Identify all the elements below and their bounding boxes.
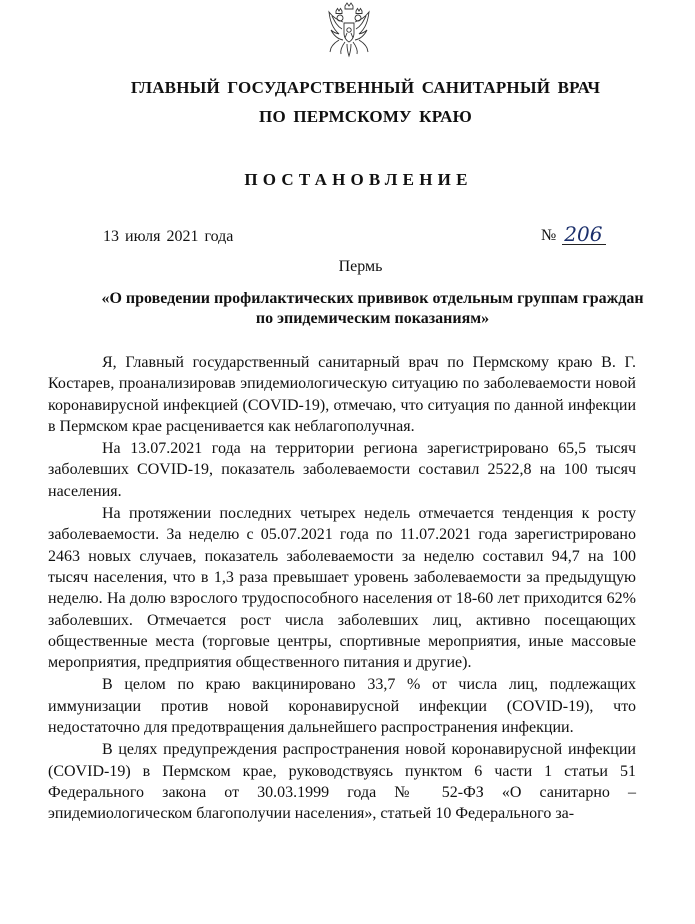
document-type: ПОСТАНОВЛЕНИЕ <box>244 170 473 189</box>
document-number <box>541 224 606 245</box>
russian-coat-of-arms-icon <box>327 2 371 60</box>
document-title: «О проведении профилактических прививок отдельным группам граждан по эпидемическим показаниям» <box>101 290 644 327</box>
handwritten-number: 206 <box>562 224 606 245</box>
authority-region: ПО ПЕРМСКОМУ КРАЮ <box>259 107 472 126</box>
paragraph: На 13.07.2021 года на территории региона зарегистрировано 65,5 тысяч заболевших COVID-19, показатель заболеваемости составил 2522,8 на 100 тысяч населения. <box>48 440 636 500</box>
authority-title: ГЛАВНЫЙ ГОСУДАРСТВЕННЫЙ САНИТАРНЫЙ ВРАЧ <box>130 78 601 97</box>
paragraph: В целом по краю вакцинировано 33,7 % от числа лиц, подлежащих иммунизации против новой коронавирусной инфекции (COVID-19), что недостаточно для предотвращения дальнейшего распространения инфекции. <box>48 676 636 737</box>
paragraph: Я, Главный государственный санитарный врач по Пермскому краю В. Г. Костарев, проанализировав эпидемиологическую ситуацию по заболеваемости новой коронавирусной инфекцией (COVID-19), отмечаю, что ситуация по данной инфекции в Пермском крае расценивается как неблагополучная. <box>48 354 636 435</box>
paragraph: На протяжении последних четырех недель отмечается тенденция к росту заболеваемости. За неделю с 05.07.2021 года по 11.07.2021 года зарегистрировано 2463 новых случаев, показатель заболеваемости за неделю составил 94,7 на 100 тысяч населения, что в 1,3 раза превышает уровень заболеваемости за предыдущую неделю. На долю взрослого трудоспособного населения от 18-60 лет приходится 62% заболевших. Отмечается рост числа заболевших лиц, активно посещающих общественные места (торговые центры, спортивные мероприятия, иные массовые мероприятия, предприятия общественного питания и другие). <box>48 505 636 672</box>
number-sign: № <box>541 227 557 244</box>
document-date: 13 июля 2021 года <box>103 228 234 245</box>
document-city: Пермь <box>338 258 383 275</box>
document-body <box>48 352 636 825</box>
paragraph: В целях предупреждения распространения новой коронавирусной инфекции (COVID-19) в Пермском крае, руководствуясь пунктом 6 части 1 статьи 51 Федерального закона от 30.03.1999 года № 52-ФЗ «О санитарно – эпидемиологическом благополучии населения», статьей 10 Федерального за- <box>48 741 636 823</box>
